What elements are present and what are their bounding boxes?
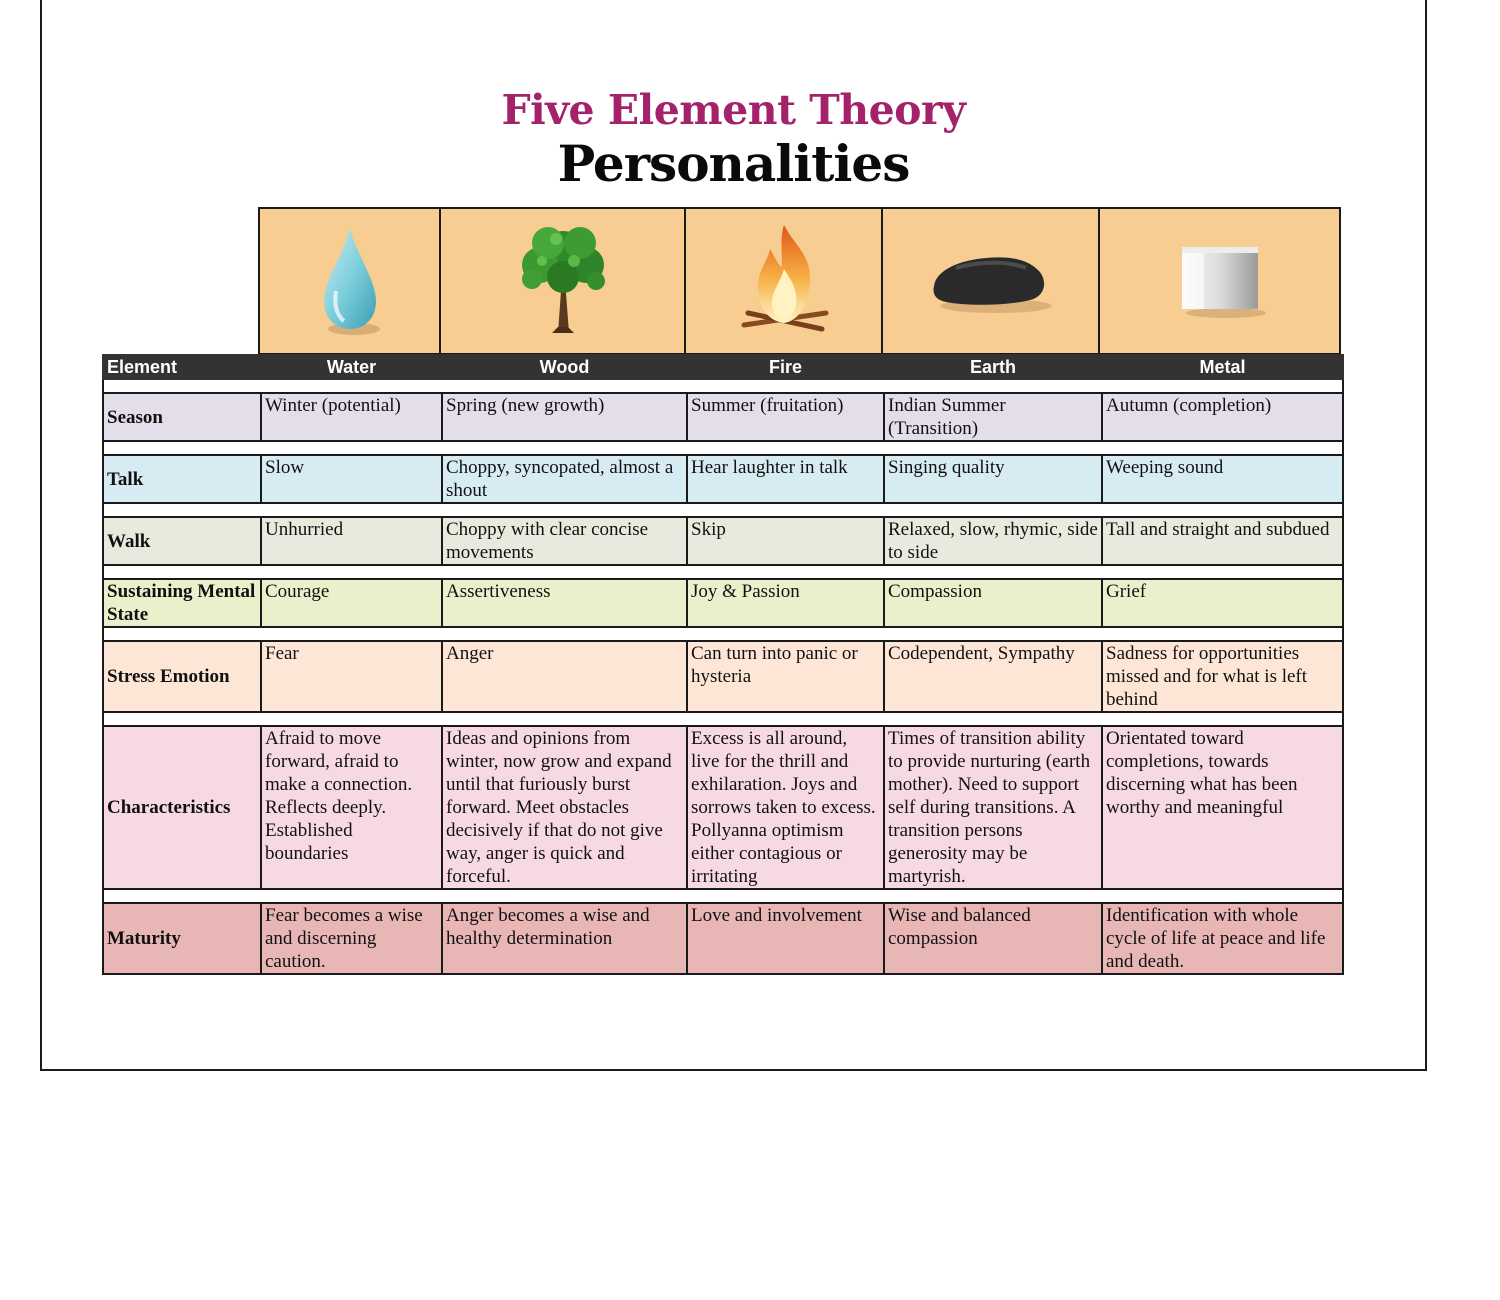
- spacer-row: [103, 441, 1343, 455]
- cell-water: Slow: [261, 455, 442, 503]
- metal-cube-icon: [1170, 241, 1270, 321]
- row-label: Talk: [103, 455, 261, 503]
- header-water: Water: [261, 355, 442, 379]
- cell-fire: Skip: [687, 517, 884, 565]
- wood-icon-cell: [439, 207, 686, 355]
- cell-earth: Singing quality: [884, 455, 1102, 503]
- fire-icon-cell: [684, 207, 883, 355]
- cell-fire: Summer (fruitation): [687, 393, 884, 441]
- cell-wood: Anger becomes a wise and healthy determination: [442, 903, 687, 974]
- cell-fire: Joy & Passion: [687, 579, 884, 627]
- table-row-season: [103, 393, 1343, 441]
- cell-water: Afraid to move forward, afraid to make a connection. Reflects deeply. Established boundaries: [261, 726, 442, 889]
- cell-metal: Autumn (completion): [1102, 393, 1343, 441]
- table-row-walk: [103, 517, 1343, 565]
- row-label: Season: [103, 393, 261, 441]
- water-drop-icon: [310, 221, 390, 341]
- cell-wood: Ideas and opinions from winter, now grow and expand until that furiously burst forward. Meet obstacles decisively if that do not give way, anger is quick and forceful.: [442, 726, 687, 889]
- spacer-row: [103, 627, 1343, 641]
- spacer-row: [103, 889, 1343, 903]
- cell-fire: Excess is all around, live for the thrill and exhilaration. Joys and sorrows taken to excess. Pollyanna optimism either contagious or irritating: [687, 726, 884, 889]
- spacer-row: [103, 379, 1343, 393]
- cell-wood: Anger: [442, 641, 687, 712]
- header-fire: Fire: [687, 355, 884, 379]
- cell-earth: Indian Summer (Transition): [884, 393, 1102, 441]
- cell-water: Unhurried: [261, 517, 442, 565]
- personality-table: [102, 354, 1344, 975]
- cell-metal: Tall and straight and subdued: [1102, 517, 1343, 565]
- cell-metal: Sadness for opportunities missed and for what is left behind: [1102, 641, 1343, 712]
- rock-icon: [926, 246, 1056, 316]
- cell-earth: Relaxed, slow, rhymic, side to side: [884, 517, 1102, 565]
- cell-earth: Wise and balanced compassion: [884, 903, 1102, 974]
- cell-water: Courage: [261, 579, 442, 627]
- spacer-row: [103, 565, 1343, 579]
- cell-water: Fear: [261, 641, 442, 712]
- cell-wood: Assertiveness: [442, 579, 687, 627]
- cell-water: Winter (potential): [261, 393, 442, 441]
- spacer-row: [103, 712, 1343, 726]
- metal-icon-cell: [1098, 207, 1341, 355]
- cell-metal: Weeping sound: [1102, 455, 1343, 503]
- row-label: Characteristics: [103, 726, 261, 889]
- cell-wood: Choppy with clear concise movements: [442, 517, 687, 565]
- row-label: Sustaining Mental State: [103, 579, 261, 627]
- table-row-stress-emotion: [103, 641, 1343, 712]
- spacer-row: [103, 503, 1343, 517]
- header-earth: Earth: [884, 355, 1102, 379]
- cell-metal: Grief: [1102, 579, 1343, 627]
- header-wood: Wood: [442, 355, 687, 379]
- header-row: [103, 355, 1343, 379]
- water-icon-cell: [258, 207, 441, 355]
- table-row-talk: [103, 455, 1343, 503]
- table-row-maturity: [103, 903, 1343, 974]
- table-row-characteristics: [103, 726, 1343, 889]
- cell-wood: Spring (new growth): [442, 393, 687, 441]
- cell-earth: Codependent, Sympathy: [884, 641, 1102, 712]
- cell-fire: Love and involvement: [687, 903, 884, 974]
- table-row-sustaining-mental-state: [103, 579, 1343, 627]
- cell-water: Fear becomes a wise and discerning caution.: [261, 903, 442, 974]
- tree-icon: [508, 221, 618, 341]
- cell-fire: Hear laughter in talk: [687, 455, 884, 503]
- row-label: Walk: [103, 517, 261, 565]
- cell-wood: Choppy, syncopated, almost a shout: [442, 455, 687, 503]
- cell-metal: Identification with whole cycle of life at peace and life and death.: [1102, 903, 1343, 974]
- fire-icon: [734, 221, 834, 341]
- cell-fire: Can turn into panic or hysteria: [687, 641, 884, 712]
- header-label: Element: [103, 355, 261, 379]
- row-label: Stress Emotion: [103, 641, 261, 712]
- cell-earth: Times of transition ability to provide nurturing (earth mother). Need to support self during transitions. A transition persons generosity may be martyrish.: [884, 726, 1102, 889]
- cell-earth: Compassion: [884, 579, 1102, 627]
- cell-metal: Orientated toward completions, towards discerning what has been worthy and meaningful: [1102, 726, 1343, 889]
- row-label: Maturity: [103, 903, 261, 974]
- header-metal: Metal: [1102, 355, 1343, 379]
- page-title: Five Element Theory: [501, 86, 966, 134]
- earth-icon-cell: [881, 207, 1100, 355]
- page-subtitle: Personalities: [557, 134, 910, 193]
